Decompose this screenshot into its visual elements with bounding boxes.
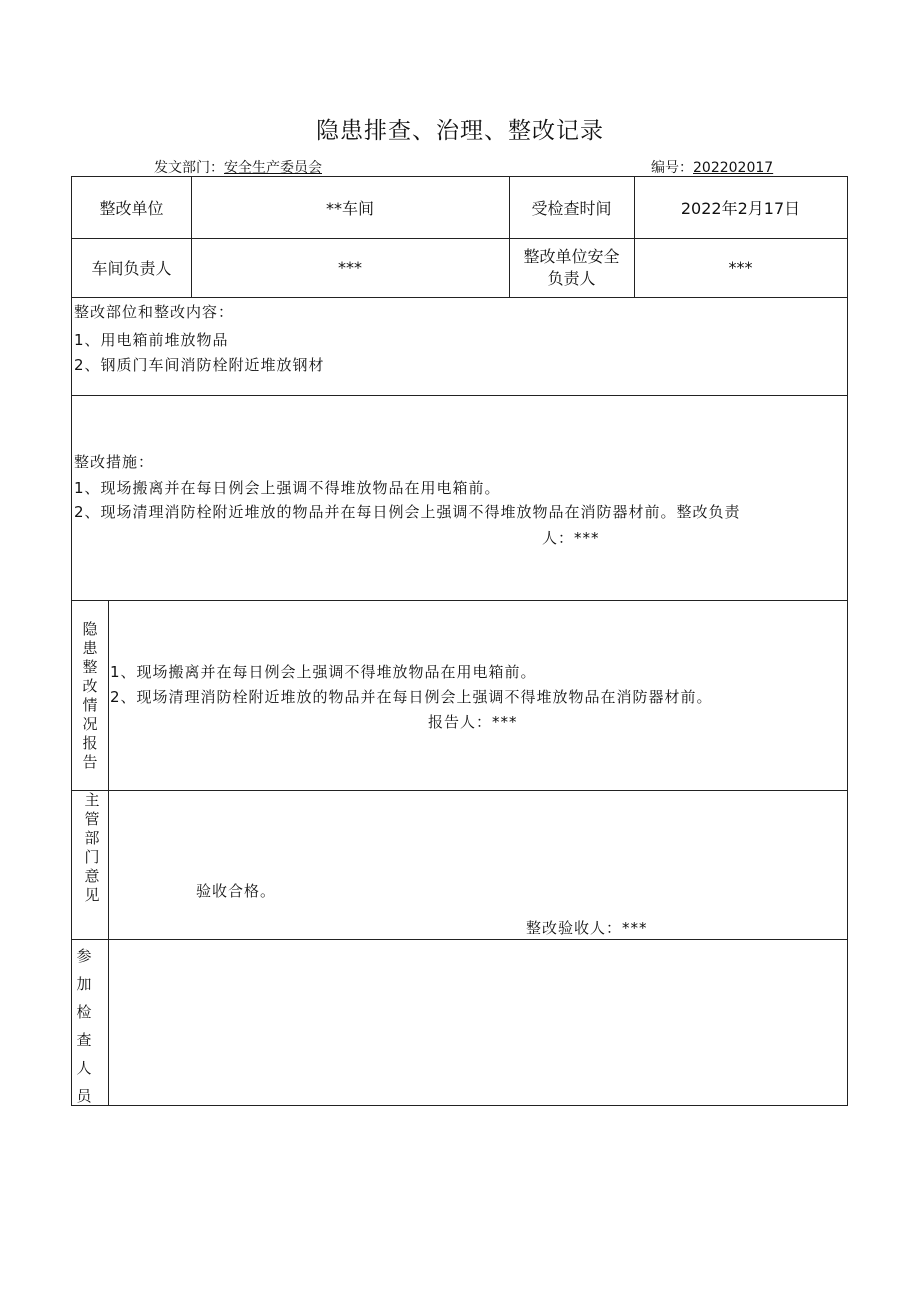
unit-value: **车间 [325, 199, 374, 218]
acceptor: 整改验收人：*** [526, 919, 648, 937]
report-label: 隐患整改情况报告 [82, 620, 98, 771]
inspectors-label: 参加检查人员 [76, 947, 92, 1105]
document-number [651, 157, 773, 177]
safety-officer-label [509, 238, 634, 297]
row-divider [72, 939, 847, 940]
report-line-1: 1、现场搬离并在每日例会上强调不得堆放物品在用电箱前。 [110, 663, 537, 681]
measures-line-1: 1、现场搬离并在每日例会上强调不得堆放物品在用电箱前。 [74, 479, 501, 497]
record-table [71, 176, 848, 1106]
safety-officer-value: *** [728, 258, 753, 277]
page-title: 隐患排查、治理、整改记录 [316, 118, 604, 144]
column-divider [108, 600, 109, 1105]
report-line-2: 2、现场清理消防栓附近堆放的物品并在每日例会上强调不得堆放物品在消防器材前。 [110, 688, 713, 706]
inspection-time-value: 2022年2月17日 [680, 199, 801, 218]
workshop-leader-label: 车间负责人 [91, 259, 172, 278]
inspection-time-label: 受检查时间 [531, 199, 612, 218]
row-divider [72, 790, 847, 791]
content-heading: 整改部位和整改内容： [74, 303, 235, 321]
content-item-2: 2、钢质门车间消防栓附近堆放钢材 [74, 356, 325, 374]
row-divider [72, 600, 847, 601]
dept-value: 安全生产委员会 [224, 160, 322, 176]
measures-heading: 整改措施： [74, 453, 155, 471]
reporter: 报告人：*** [428, 713, 518, 731]
opinion-label: 主管部门意见 [84, 791, 100, 904]
safety-label-line2: 负责人 [547, 268, 596, 288]
measures-line-2: 2、现场清理消防栓附近堆放的物品并在每日例会上强调不得堆放物品在消防器材前。整改负责 [74, 503, 741, 521]
row-divider [72, 395, 847, 396]
content-item-1: 1、用电箱前堆放物品 [74, 331, 229, 349]
number-label: 编号： [651, 160, 693, 176]
dept-label: 发文部门： [154, 160, 224, 176]
row-divider [72, 297, 847, 298]
unit-label: 整改单位 [99, 199, 164, 218]
workshop-leader-value: *** [338, 258, 362, 277]
opinion-text: 验收合格。 [196, 882, 277, 900]
measures-line-3: 人：*** [542, 529, 600, 547]
issuing-department [154, 157, 322, 177]
number-value: 202202017 [693, 160, 774, 176]
safety-label-line1: 整改单位安全 [523, 246, 620, 266]
